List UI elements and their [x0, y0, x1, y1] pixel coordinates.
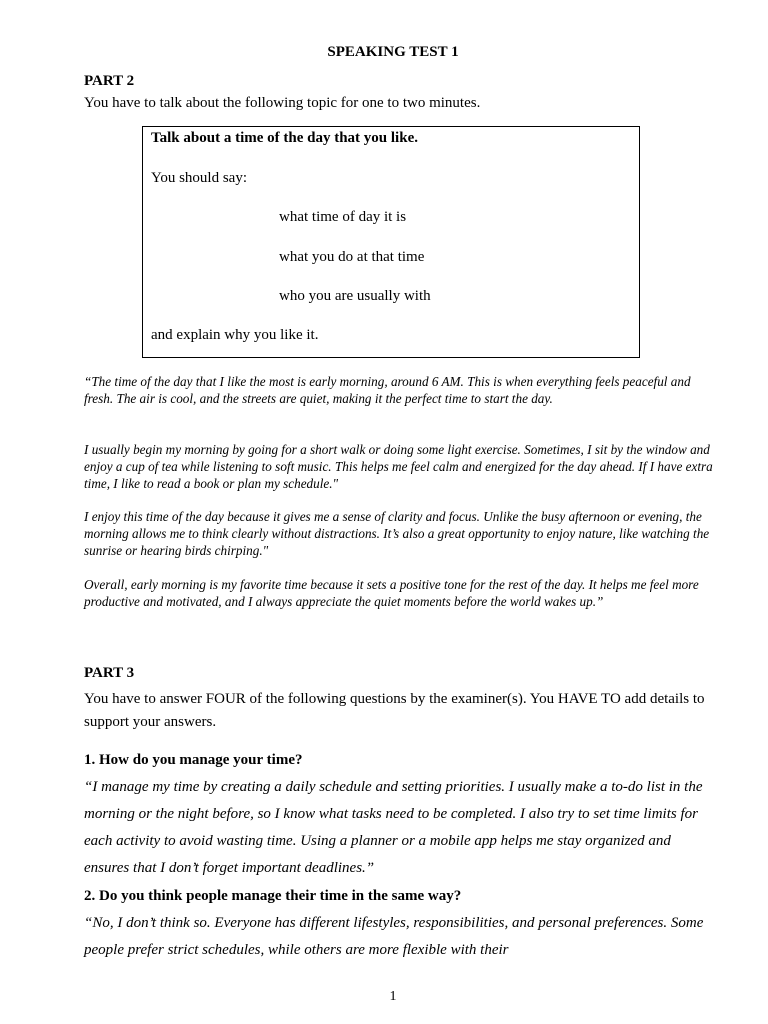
cue-card — [142, 126, 640, 358]
part3-heading: PART 3 — [84, 665, 135, 681]
question-heading: 1. How do you manage your time? — [84, 752, 303, 768]
sample-answer-paragraph: I usually begin my morning by going for a short walk or doing some light exercise. Sometimes, I sit by the window and enjoy a cup of tea while listening to soft music. This helps me feel calm and energized for the day ahead. If I have extra time, I like to read a book or plan my schedule." — [84, 442, 713, 491]
question-heading: 2. Do you think people manage their time in the same way? — [84, 888, 462, 904]
sample-answer-paragraph: I enjoy this time of the day because it gives me a sense of clarity and focus. Unlike the busy afternoon or evening, the morning allows me to think clearly without distractions. It’s also a great opportunity to enjoy nature, like watching the sunrise or hearing birds chirping." — [84, 509, 710, 558]
question-answer: “No, I don’t think so. Everyone has different lifestyles, responsibilities, and personal preferences. Some people prefer strict schedules, while others are more flexible with their — [84, 915, 704, 958]
sample-answer-paragraph: “The time of the day that I like the most is early morning, around 6 AM. This is when everything feels peaceful and fresh. The air is cool, and the streets are quiet, making it the perfect time to start the day. — [84, 374, 691, 406]
cue-card-point: what time of day it is — [279, 209, 407, 225]
page-number: 1 — [389, 989, 397, 1004]
sample-answer-paragraph: Overall, early morning is my favorite time because it sets a positive tone for the rest of the day. It helps me feel more productive and motivated, and I always appreciate the quiet moments before the world wakes up.” — [84, 577, 699, 609]
cue-card-intro: You should say: — [151, 170, 247, 186]
question-answer: “I manage my time by creating a daily schedule and setting priorities. I usually make a to-do list in the morning or the night before, so I know what tasks need to be completed. I also try to set time limits for each activity to avoid wasting time. Using a planner or a mobile app helps me stay organized and ensures that I don’t forget important deadlines.” — [84, 779, 703, 876]
cue-card-closing: and explain why you like it. — [151, 327, 319, 343]
part2-instruction: You have to talk about the following topic for one to two minutes. — [84, 95, 481, 111]
cue-card-point: who you are usually with — [279, 288, 431, 304]
test-title: SPEAKING TEST 1 — [327, 44, 459, 60]
part3-instruction: You have to answer FOUR of the following questions by the examiner(s). You HAVE TO add details to support your answers. — [84, 691, 705, 730]
part2-heading: PART 2 — [84, 73, 135, 89]
cue-card-topic: Talk about a time of the day that you like. — [151, 130, 418, 146]
cue-card-point: what you do at that time — [279, 249, 425, 265]
